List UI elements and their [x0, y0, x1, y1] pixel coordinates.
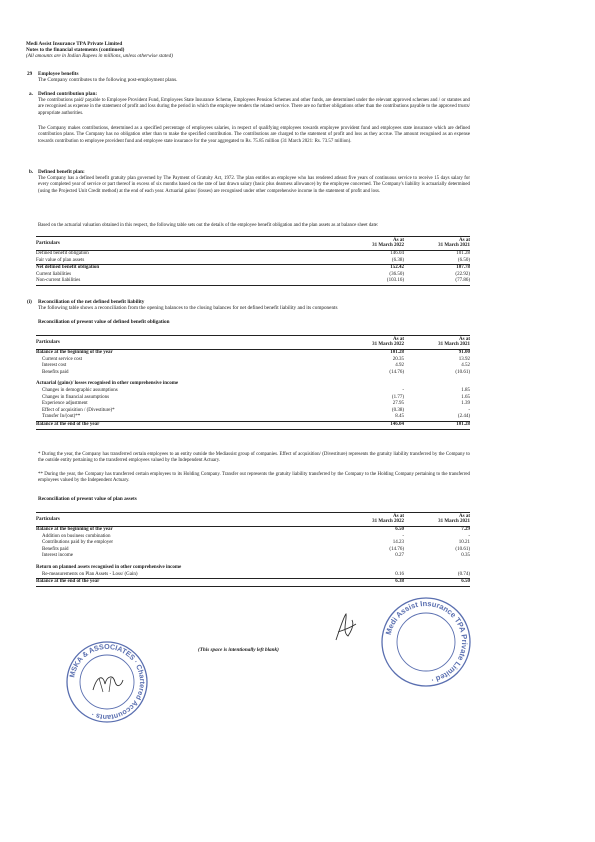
value-2021: (6.50)	[457, 257, 470, 263]
section-intro: The Company contributes to the following post-employment plans.	[38, 77, 178, 83]
table-row	[36, 527, 470, 534]
table-row	[36, 395, 470, 402]
row-label: Changes in financial assumptions	[42, 394, 110, 400]
row-label: Addition on business combination	[42, 533, 111, 539]
table-row	[36, 414, 470, 421]
row-label: Fair value of plan assets	[36, 257, 85, 263]
table-row	[36, 278, 470, 286]
row-label: Interest cost	[42, 363, 67, 369]
col-particulars: Particulars	[36, 340, 60, 345]
table-row	[36, 388, 470, 395]
value-2022: 4.92	[395, 363, 404, 369]
table-row	[36, 408, 470, 415]
row-label: Changes in demographic assumptions	[42, 387, 118, 393]
col-2021: As at 31 March 2021	[438, 513, 470, 525]
row-label: Transfer In/(out)**	[42, 414, 81, 420]
value-2021: 13.92	[458, 356, 470, 362]
row-label: Current liabilities	[36, 271, 72, 277]
table-row	[36, 258, 470, 266]
table-header	[36, 335, 470, 350]
col-2022: As at 31 March 2022	[372, 237, 404, 249]
table-header	[36, 512, 470, 527]
table-row	[36, 553, 470, 560]
col-particulars: Particulars	[36, 241, 60, 246]
table-row: Balance at the end of the year 6.38 6.50	[36, 578, 470, 587]
value-2021: 1.39	[461, 401, 470, 407]
value-2021: (22.92)	[455, 271, 470, 277]
value-2021: 91.00	[458, 350, 470, 355]
plan-assets-table	[36, 512, 470, 587]
value-2021: 1.85	[461, 387, 470, 393]
row-label: Current service cost	[42, 356, 82, 362]
section-b-title: Defined benefit plan:	[38, 169, 85, 175]
section-b-para1: The Company has a defined benefit gratuity plan governed by The Payment of Gratuity Act, 1972. The plan entitles an employee who has rendered atleast five years of continuous service to receive 15 days salary for every completed year of service or part thereof in excess of six months based on the rate of last drawn salary (basic plus dearness allowance) by the employee concerned. The Company's liability is actuarially determined (using the Projected Unit Credit method) at the end of each year. Actuarial gains/ (losses) are recognised under other comprehensive income in the statement of profit and loss.	[38, 176, 470, 194]
section-i-intro: The following table shows a reconciliation from the opening balances to the closing balances for net defined benefit liability and its components	[38, 305, 338, 311]
auditor-stamp-seal	[65, 640, 149, 724]
auditor-stamp	[65, 640, 149, 724]
table-row	[36, 370, 470, 377]
blank-space-note: (This space is intentionally left blank)	[198, 647, 279, 653]
row-label: Benefits paid	[42, 369, 69, 375]
value-2022: 27.95	[392, 401, 404, 407]
value-2021: -	[468, 407, 470, 413]
table-row	[36, 401, 470, 408]
value-2022: (36.50)	[389, 271, 404, 277]
section-b-para2: Based on the actuarial valuation obtained in this respect, the following table sets out the details of the employee benefit obligation and the plan assets as at balance sheet date:	[38, 223, 379, 228]
table-row	[36, 265, 470, 272]
value-2022: (14.76)	[389, 546, 404, 552]
value-2022: 101.28	[390, 350, 404, 355]
table-row	[36, 251, 470, 258]
table-row	[36, 540, 470, 547]
section-i-title: Reconciliation of the net defined benefit liability	[38, 299, 145, 305]
footnote-divestiture: * During the year, the Company has transferred certain employees to an entity outside the Mediassist group of companies. Effect of acquisition/ (Divestiture) represents the gratuity liability transferred by the Company to the outside entity pertaining to the transferred employees valued by the Independent Actuary.	[38, 452, 470, 464]
row-label: Contributions paid by the employer	[42, 540, 114, 546]
svg-text:MSKA & ASSOCIATES · Chartered: MSKA & ASSOCIATES · Chartered Accountants ·	[67, 641, 148, 723]
value-2021: (10.61)	[455, 369, 470, 375]
company-stamp-seal	[380, 596, 472, 688]
benefit-summary-table	[36, 236, 470, 286]
value-2021: 107.78	[456, 265, 470, 271]
value-2021: 0.35	[461, 553, 470, 559]
table-row	[36, 350, 470, 357]
value-2022: (14.76)	[389, 369, 404, 375]
value-2022: (103.16)	[386, 278, 404, 284]
value-2022: (1.77)	[391, 394, 404, 400]
value-2021: (2.44)	[457, 414, 470, 420]
value-2021: (10.61)	[455, 546, 470, 552]
section-b-marker: b.	[29, 169, 34, 175]
dbo-reconciliation-table	[36, 335, 470, 430]
row-label: Net defined benefit obligation	[36, 265, 100, 271]
row-label: Re-measurements on Plan Assets - Loss/ (Gain)	[42, 571, 138, 577]
value-2021: -	[468, 533, 470, 539]
section-i-marker: (i)	[27, 299, 32, 305]
section-a-title: Defined contribution plan:	[38, 91, 98, 97]
table-row	[36, 363, 470, 370]
value-2022: -	[402, 533, 404, 539]
row-label: Experience adjustment	[42, 401, 88, 407]
col-particulars: Particulars	[36, 517, 60, 522]
value-2022: 0.16	[395, 571, 404, 577]
section-a-marker: a.	[29, 91, 33, 97]
value-2021: 7.29	[461, 527, 470, 532]
company-stamp	[380, 596, 472, 688]
row-label: Defined benefit obligation	[36, 251, 89, 256]
value-2021: 4.52	[461, 363, 470, 369]
col-2021: As at 31 March 2021	[438, 237, 470, 249]
footnote-transfer: ** During the year, the Company has transferred certain employees to its Holding Company. Transfer out represents the gratuity liability transferred by the Company to the Holding Company pertaining to the transferred employees valued by the Independent Actuary.	[38, 472, 470, 484]
svg-text:Medi Assist Insurance TPA Priv: Medi Assist Insurance TPA Private Limited ·	[383, 598, 470, 685]
value-2022: (6.38)	[391, 257, 404, 263]
page-subtitle: Notes to the financial statements (continued)	[26, 47, 125, 53]
value-2022: 14.23	[392, 540, 404, 546]
value-2022: 152.42	[390, 265, 404, 271]
section-title: Employee benefits	[38, 71, 79, 77]
row-label: Interest income	[42, 553, 73, 559]
table-row	[36, 357, 470, 364]
table-row	[36, 572, 470, 579]
value-2021: 1.65	[461, 394, 470, 400]
section-number: 29	[27, 71, 33, 77]
value-2022: -	[402, 387, 404, 393]
section-i-subtitle: Reconciliation of present value of defined benefit obligation	[38, 319, 170, 325]
row-label: Balance at the beginning of the year	[36, 527, 113, 532]
value-2022: 146.04	[390, 251, 404, 256]
table-row	[36, 534, 470, 541]
col-2021: As at 31 March 2021	[438, 336, 470, 348]
value-2022: 20.35	[392, 356, 404, 362]
value-2021: (77.86)	[455, 278, 470, 284]
row-label: Benefits paid	[42, 546, 69, 552]
col-2022: As at 31 March 2022	[372, 513, 404, 525]
table-row: Balance at the end of the year 146.04 101.28	[36, 421, 470, 430]
col-2022: As at 31 March 2022	[372, 336, 404, 348]
table-header	[36, 236, 470, 251]
table-section-title: Actuarial (gains)/ losses recognised in other comprehensive income	[36, 381, 179, 387]
value-2021: (0.74)	[457, 571, 470, 577]
section-a-para1: The contributions paid/ payable to Employee Provident Fund, Employees State Insurance Scheme, Employees Pension Schemes and other funds, are determined under the relevant approved schemes and / or statutes and are recognised as expense in the statement of profit and loss during the period in which the employee renders the related service. There are no further obligations other than the contributions payable to the approved trusts/ appropriate authorities.	[38, 98, 470, 116]
company-name: Medi Assist Insurance TPA Private Limited	[26, 41, 123, 47]
value-2022: 6.50	[395, 527, 404, 532]
value-2021: 10.21	[458, 540, 470, 546]
table-section-title: Return on planned assets recognised in other comprehensive income	[36, 564, 182, 570]
value-2021: 101.28	[456, 251, 470, 256]
row-label: Effect of acquisition / (Divestiture)*	[42, 407, 115, 413]
value-2022: 8.45	[395, 414, 404, 420]
signature-mark	[330, 610, 358, 646]
table3-title: Reconciliation of present value of plan assets	[38, 496, 137, 502]
amounts-note: (All amounts are in Indian Rupees in millions, unless otherwise stated)	[26, 53, 173, 59]
table-row	[36, 547, 470, 554]
value-2022: (0.38)	[391, 407, 404, 413]
row-label: Balance at the beginning of the year	[36, 350, 113, 355]
row-label: Non-current liabilities	[36, 278, 81, 284]
value-2022: 0.27	[395, 553, 404, 559]
section-a-para2: The Company makes contributions, determined as a specified percentage of employees salaries, in respect of qualifying employees towards employee provident fund and employees state insurance which are defined contribution plans. The Company has no obligation other than to make the specified contribution. The contributions are charged to the statement of profit and loss as they accrue. The amount recognised as an expense towards contribution to employee provident fund and employee state insurance for the year aggregated to Rs. 75.85 million (31 March 2021: Rs. 73.57 million).	[38, 126, 470, 144]
table-row	[36, 272, 470, 279]
